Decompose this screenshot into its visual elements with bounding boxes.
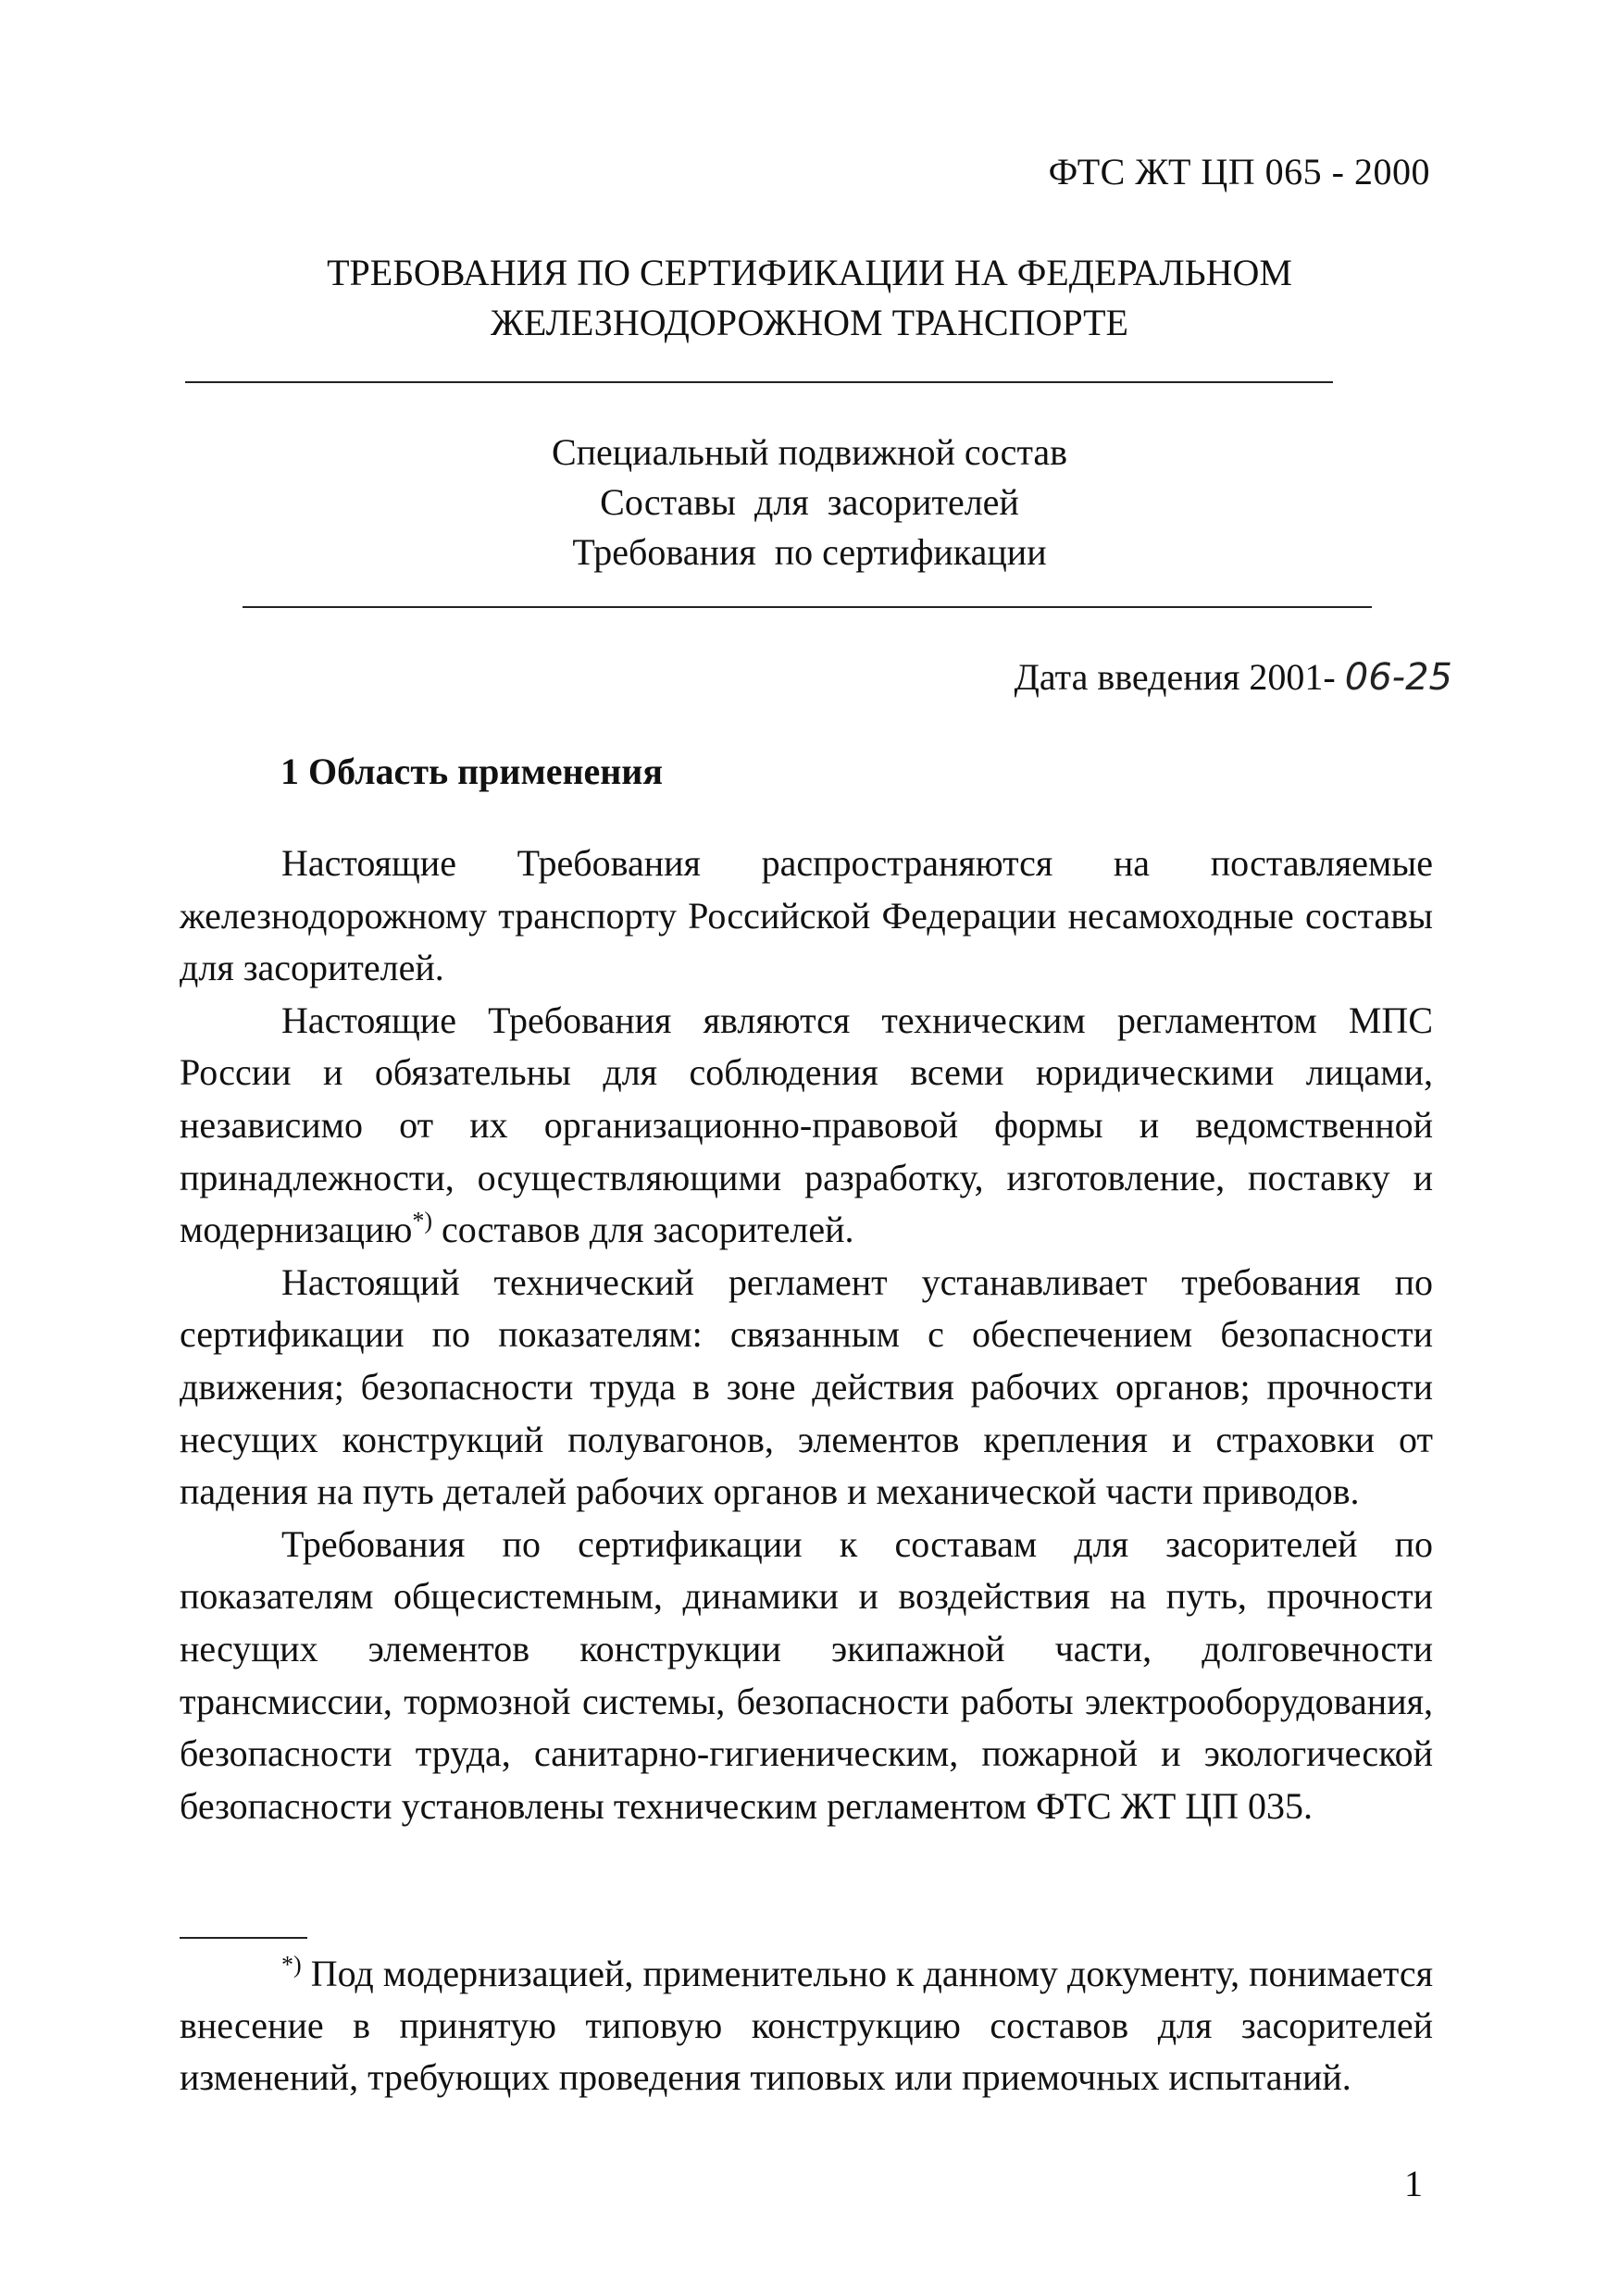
document-code: ФТС ЖТ ЦП 065 - 2000 (1048, 151, 1430, 192)
paragraph-2-text: Настоящие Требования являются техническим регламентом МПС России и обязательны для соблюдения всеми юридическими лицами, независимо от их организационно-правовой формы и ведомственной принадлежности, осуществляющими разработку, изготовление, поставку и модернизацию (180, 999, 1433, 1251)
paragraph-1: Настоящие Требования распространяются на поставляемые железнодорожному транспорту Российской Федерации несамоходные составы для засорителей. (180, 842, 1433, 989)
page-number: 1 (1404, 2163, 1423, 2204)
footnote-mark: *) (281, 1951, 302, 1979)
footnote (180, 1948, 1433, 2104)
title-divider (185, 381, 1333, 383)
handwritten-date: 06-25 (1344, 656, 1452, 699)
document-subject (0, 428, 1619, 577)
subject-line-2: Составы для засорителей (600, 481, 1019, 523)
subject-line-1: Специальный подвижной состав (551, 431, 1068, 473)
body-text (180, 838, 1433, 1832)
footnote-reference: *) (412, 1207, 432, 1235)
document-title (0, 248, 1619, 348)
title-line-1: ТРЕБОВАНИЯ ПО СЕРТИФИКАЦИИ НА ФЕДЕРАЛЬНОМ (327, 252, 1292, 293)
section-heading: 1 Область применения (280, 751, 663, 792)
paragraph-2-end: составов для засорителей. (432, 1209, 854, 1251)
paragraph-4: Требования по сертификации к составам для засорителей по показателям общесистемным, динамики и воздействия на путь, прочности несущих элементов конструкции экипажной части, долговечности трансмиссии, тормозной системы, безопасности работы электрооборудования, безопасности труда, санитарно-гигиеническим, пожарной и экологической безопасности установлены техническим регламентом ФТС ЖТ ЦП 035. (180, 1522, 1433, 1827)
subject-line-3: Требования по сертификации (572, 531, 1047, 573)
footnote-paragraph (180, 1948, 1433, 2104)
subject-divider (243, 606, 1372, 608)
paragraph-3: Настоящий технический регламент устанавливает требования по сертификации по показателям: связанным с обеспечением безопасности движения; безопасности труда в зоне действия рабочих органов; прочности несущих конструкций полувагонов, элементов крепления и страховки от падения на путь деталей рабочих органов и механической части приводов. (180, 1260, 1433, 1513)
effective-date (1015, 655, 1452, 699)
footnote-text: Под модернизацией, применительно к данному документу, понимается внесение в принятую типовую конструкцию составов для засорителей изменений, требующих проведения типовых или приемочных испытаний. (180, 1953, 1433, 2098)
footnote-divider (180, 1937, 307, 1939)
effective-date-label: Дата введения 2001- (1014, 656, 1336, 698)
paragraph-2 (180, 995, 1433, 1257)
title-line-2: ЖЕЛЕЗНОДОРОЖНОМ ТРАНСПОРТЕ (491, 302, 1128, 343)
